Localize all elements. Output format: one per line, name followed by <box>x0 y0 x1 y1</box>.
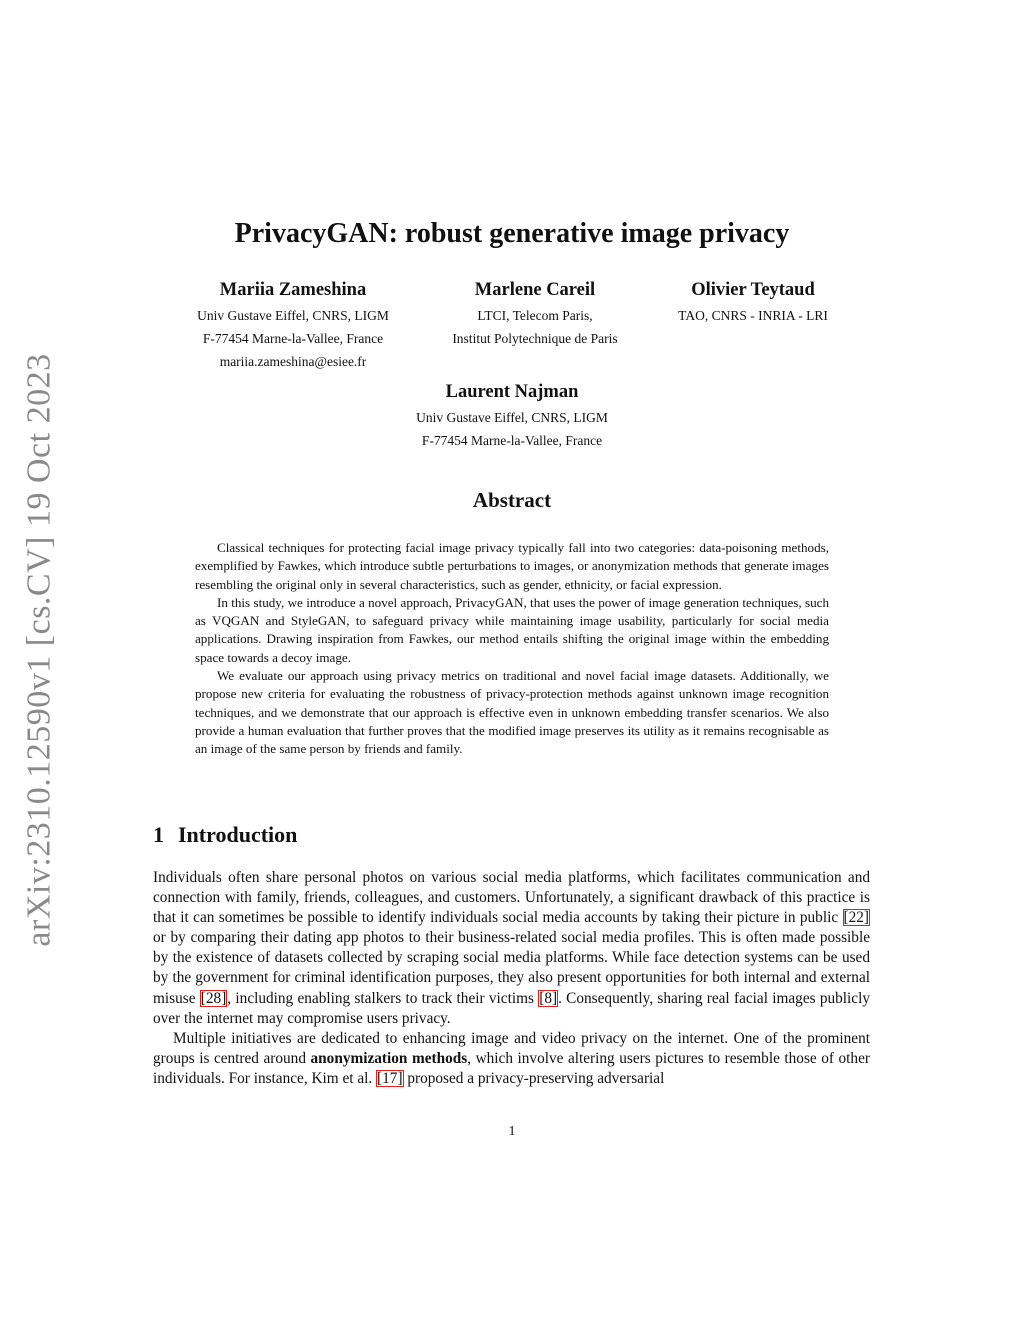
author-block-teytaud <box>660 276 846 327</box>
abstract-paragraph: In this study, we introduce a novel approach, PrivacyGAN, that uses the power of image generation techniques, such as VQGAN and StyleGAN, to safeguard privacy while maintaining image usability, particularly for social media applications. Drawing inspiration from Fawkes, our method entails shifting the original image within the embedding space towards a decoy image. <box>195 594 829 665</box>
section-number: 1 <box>153 822 164 847</box>
author-address: F-77454 Marne-la-Vallee, France <box>421 433 603 448</box>
author-name: Marlene Careil <box>474 280 596 300</box>
author-block-careil <box>430 276 640 350</box>
intro-paragraph <box>153 1029 870 1089</box>
author-name: Laurent Najman <box>445 382 579 402</box>
abstract-body <box>195 539 829 759</box>
author-email: mariia.zameshina@esiee.fr <box>219 354 367 369</box>
text-run: . Consequently, sharing real facial images publicly over the internet may compromise users privacy. <box>153 989 870 1027</box>
abstract-heading: Abstract <box>472 488 552 512</box>
section-title: Introduction <box>178 822 298 847</box>
citation-link-28[interactable]: [28] <box>200 989 227 1007</box>
author-block-zameshina <box>183 276 403 373</box>
section-heading-introduction <box>153 822 297 848</box>
abstract-paragraph: Classical techniques for protecting facial image privacy typically fall into two categories: data-poisoning methods, exemplified by Fawkes, which introduce subtle perturbations to images, or anonymization methods that generate images resembling the original only in several characteristics, such as gender, ethnicity, or facial expression. <box>195 540 829 592</box>
text-run: proposed a privacy-preserving adversarial <box>403 1069 665 1087</box>
author-name: Olivier Teytaud <box>691 280 815 300</box>
citation-link-8[interactable]: [8] <box>539 989 558 1007</box>
text-run: Individuals often share personal photos on various social media platforms, which facilitates communication and connection with family, friends, colleagues, and customers. Unfortunately, a significant drawback of this practice is that it can sometimes be possible to identify individuals social media accounts by taking their picture in public <box>153 869 870 927</box>
text-run: Multiple initiatives are dedicated to enhancing image and video privacy on the internet. One of the prominent groups is centred around <box>153 1029 870 1067</box>
author-affiliation: TAO, CNRS - INRIA - LRI <box>678 308 828 323</box>
text-run: , including enabling stalkers to track their victims <box>227 989 539 1007</box>
author-affiliation-institute: Institut Polytechnique de Paris <box>452 331 618 346</box>
citation-link-17[interactable]: [17] <box>377 1069 403 1087</box>
intro-paragraph <box>153 868 870 1029</box>
author-affiliation: Univ Gustave Eiffel, CNRS, LIGM <box>197 308 389 323</box>
author-affiliation: Univ Gustave Eiffel, CNRS, LIGM <box>416 410 608 425</box>
citation-link-22[interactable]: [22] <box>843 909 869 927</box>
abstract-paragraph: We evaluate our approach using privacy metrics on traditional and novel facial image datasets. Additionally, we propose new criteria for evaluating the robustness of privacy-protection methods against unknown image recognition techniques, and we demonstrate that our approach is effective even in unknown embedding transfer scenarios. We also provide a human evaluation that further proves that the modified image preserves its utility as it remains recognisable as an image of the same person by friends and family. <box>195 668 829 757</box>
page-number: 1 <box>508 1124 516 1139</box>
introduction-body <box>153 868 870 1089</box>
arxiv-identifier-stamp <box>10 350 70 950</box>
author-affiliation: LTCI, Telecom Paris, <box>477 308 593 323</box>
author-name: Mariia Zameshina <box>219 280 367 300</box>
bold-term: anonymization methods <box>310 1049 468 1067</box>
text-run: , which involve altering users pictures to resemble those of other individuals. For instance, Kim et al. <box>153 1049 870 1087</box>
paper-title: PrivacyGAN: robust generative image privacy <box>234 218 790 249</box>
arxiv-identifier-text: arXiv:2310.12590v1 [cs.CV] 19 Oct 2023 <box>21 353 58 947</box>
text-run: or by comparing their dating app photos to their business-related social media profiles. This is often made possible by the existence of datasets collected by scraping social media platforms. While face detection systems can be used by the government for criminal identification purposes, they also present opportunities for both internal and external misuse <box>153 929 870 1007</box>
author-block-najman <box>392 378 632 452</box>
author-address: F-77454 Marne-la-Vallee, France <box>202 331 384 346</box>
